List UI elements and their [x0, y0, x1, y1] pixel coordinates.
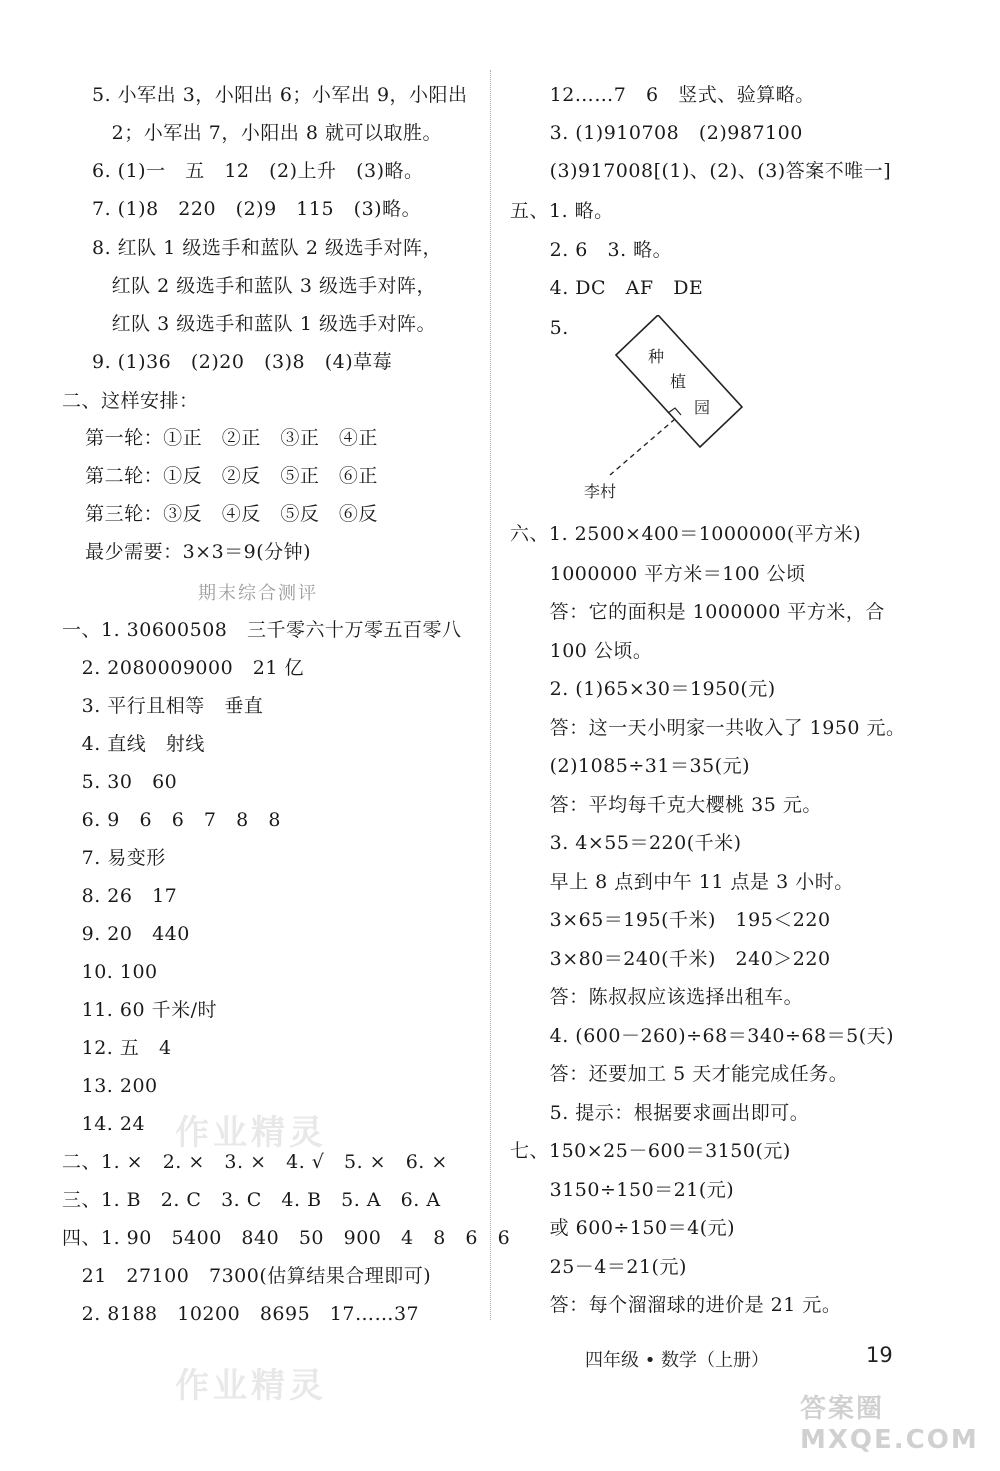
answer-line: 6. 9 6 6 7 8 8 — [62, 809, 281, 831]
answer-line: 3×80＝240(千米) 240＞220 — [530, 948, 831, 970]
answer-line: 3. 平行且相等 垂直 — [62, 695, 264, 717]
answer-line: 7. (1)8 220 (2)9 115 (3)略。 — [92, 198, 422, 220]
answer-line: 六、1. 2500×400＝1000000(平方米) — [510, 523, 862, 545]
answer-line: 5. 30 60 — [62, 771, 178, 793]
answer-line: 答：它的面积是 1000000 平方米，合 — [530, 601, 885, 623]
answer-line: 4. (600－260)÷68＝340÷68＝5(天) — [530, 1025, 895, 1047]
village-label: 李村 — [584, 482, 617, 501]
answer-line: 答：这一天小明家一共收入了 1950 元。 — [530, 717, 906, 739]
answer-line: 100 公顷。 — [530, 640, 653, 662]
watermark-corner: 答案圈 MXQE.COM — [800, 1394, 979, 1455]
answer-line: 答：还要加工 5 天才能完成任务。 — [530, 1063, 849, 1085]
answer-line: 2. (1)65×30＝1950(元) — [530, 678, 776, 700]
answer-line: 二、1. × 2. × 3. × 4. √ 5. × 6. × — [62, 1151, 448, 1173]
footer-grade-subject: 四年级 • 数学（上册） — [585, 1350, 770, 1371]
answer-line: 七、150×25－600＝3150(元) — [510, 1140, 791, 1162]
answer-line: 三、1. B 2. C 3. C 4. B 5. A 6. A — [62, 1189, 441, 1211]
answer-line: 2. 8188 10200 8695 17……37 — [62, 1303, 420, 1325]
answer-line: 4. DC AF DE — [530, 277, 704, 299]
answer-line: 12……7 6 竖式、验算略。 — [530, 84, 815, 106]
answer-line: 5. — [530, 317, 569, 339]
answer-line: 二、这样安排： — [62, 390, 199, 412]
answer-line: 2；小军出 7，小阳出 8 就可以取胜。 — [92, 122, 443, 144]
answer-line: 答：平均每千克大樱桃 35 元。 — [530, 794, 822, 816]
answer-line: 4. 直线 射线 — [62, 733, 205, 755]
garden-char-3: 园 — [694, 398, 711, 417]
answer-line: 21 27100 7300(估算结果合理即可) — [62, 1265, 432, 1287]
answer-line: 9. 20 440 — [62, 923, 190, 945]
answer-line: 四、1. 90 5400 840 50 900 4 8 6 6 — [62, 1227, 511, 1249]
answer-line: 3150÷150＝21(元) — [530, 1179, 735, 1201]
answer-line: 第二轮：①反 ②反 ⑤正 ⑥正 — [72, 465, 378, 487]
answer-line: 3. (1)910708 (2)987100 — [530, 122, 803, 144]
garden-diagram — [580, 315, 760, 505]
garden-char-1: 种 — [648, 347, 665, 366]
page-number: 19 — [866, 1343, 893, 1367]
answer-line: 五、1. 略。 — [510, 200, 614, 222]
answer-line: 第三轮：③反 ④反 ⑤反 ⑥反 — [72, 503, 378, 525]
answer-line: 13. 200 — [62, 1075, 158, 1097]
answer-line: (3)917008[(1)、(2)、(3)答案不唯一] — [530, 160, 892, 182]
answer-line: 12. 五 4 — [62, 1037, 172, 1059]
answer-line: 红队 3 级选手和蓝队 1 级选手对阵。 — [92, 313, 436, 335]
answer-line: 或 600÷150＝4(元) — [530, 1217, 736, 1239]
answer-line: 第一轮：①正 ②正 ③正 ④正 — [72, 427, 378, 449]
perpendicular-path — [610, 419, 675, 475]
answer-line: 3×65＝195(千米) 195＜220 — [530, 909, 831, 931]
section-heading: 期末综合测评 — [198, 583, 318, 604]
answer-line: (2)1085÷31＝35(元) — [530, 755, 750, 777]
answer-line: 25－4＝21(元) — [530, 1256, 687, 1278]
watermark-mid: 作业精灵 — [175, 1113, 327, 1153]
answer-line: 答：陈叔叔应该选择出租车。 — [530, 986, 804, 1008]
answer-line: 早上 8 点到中午 11 点是 3 小时。 — [530, 871, 854, 893]
answer-line: 8. 26 17 — [62, 885, 178, 907]
answer-line: 8. 红队 1 级选手和蓝队 2 级选手对阵， — [92, 237, 443, 259]
answer-line: 2. 6 3. 略。 — [530, 239, 673, 261]
answer-line: 6. (1)一 五 12 (2)上升 (3)略。 — [92, 160, 424, 182]
answer-line: 11. 60 千米/时 — [62, 999, 217, 1021]
garden-char-2: 植 — [670, 372, 687, 391]
answer-line: 一、1. 30600508 三千零六十万零五百零八 — [62, 619, 462, 641]
answer-line: 14. 24 — [62, 1113, 146, 1135]
answer-line: 2. 2080009000 21 亿 — [62, 657, 305, 679]
answer-line: 5. 提示：根据要求画出即可。 — [530, 1102, 810, 1124]
answer-line: 5. 小军出 3，小阳出 6；小军出 9，小阳出 — [92, 84, 468, 106]
watermark-bottom: 作业精灵 — [175, 1366, 327, 1406]
answer-line: 9. (1)36 (2)20 (3)8 (4)草莓 — [92, 351, 393, 373]
answer-line: 3. 4×55＝220(千米) — [530, 832, 742, 854]
column-divider — [490, 70, 491, 1320]
answer-line: 1000000 平方米＝100 公顷 — [530, 563, 806, 585]
answer-line: 最少需要：3×3＝9(分钟) — [72, 541, 312, 563]
answer-line: 答：每个溜溜球的进价是 21 元。 — [530, 1294, 842, 1316]
answer-line: 10. 100 — [62, 961, 158, 983]
answer-line: 红队 2 级选手和蓝队 3 级选手对阵， — [92, 275, 436, 297]
answer-line: 7. 易变形 — [62, 847, 166, 869]
